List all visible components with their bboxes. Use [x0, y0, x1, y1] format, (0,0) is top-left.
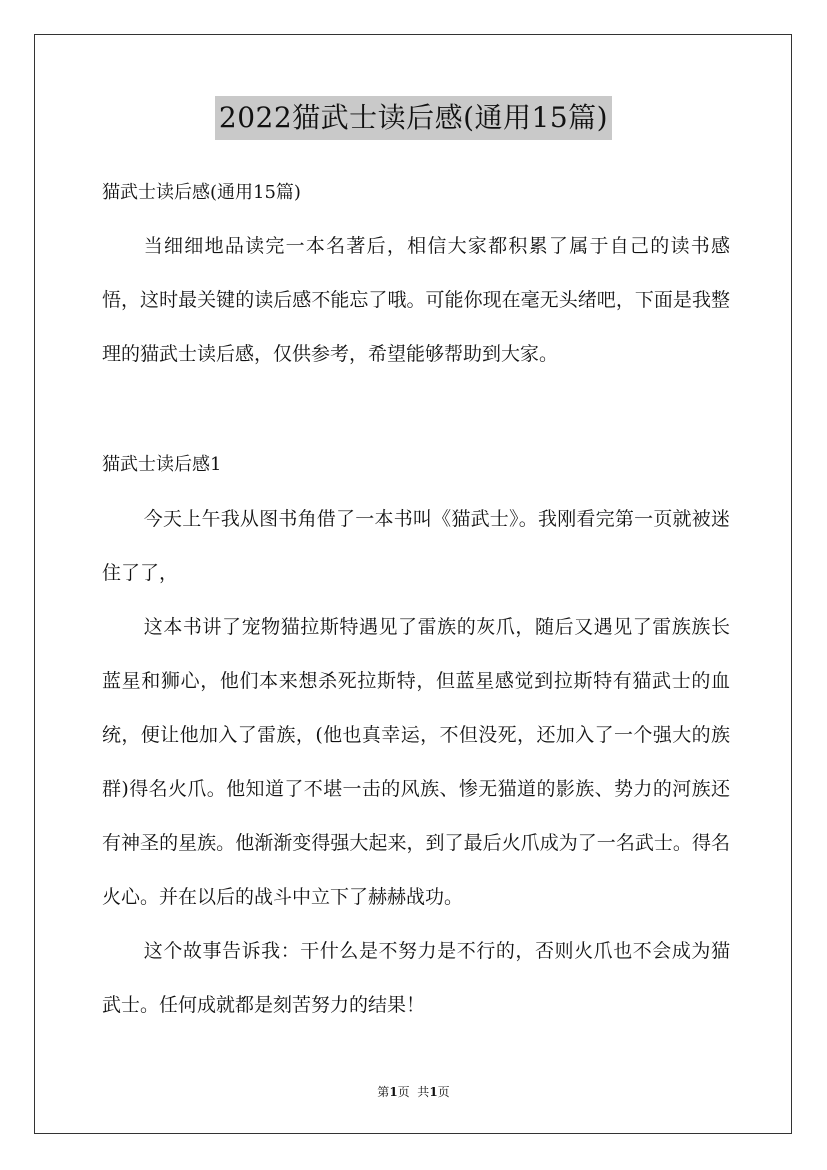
footer-prefix: 第 — [377, 1085, 390, 1099]
page-footer — [0, 1084, 827, 1100]
document-subtitle: 猫武士读后感(通用15篇) — [102, 182, 301, 203]
section-heading: 猫武士读后感1 — [102, 454, 222, 475]
footer-page-number: 1 — [389, 1085, 398, 1099]
footer-suffix: 页 — [437, 1085, 450, 1099]
body-paragraph-1: 今天上午我从图书角借了一本书叫《猫武士》。我刚看完第一页就被迷住了了， — [102, 508, 730, 584]
intro-paragraph: 当细细地品读完一本名著后，相信大家都积累了属于自己的读书感悟，这时最关键的读后感不能忘了哦。可能你现在毫无头绪吧，下面是我整理的猫武士读后感，仅供参考，希望能够帮助到大家。 — [102, 235, 730, 365]
body-paragraph-2: 这本书讲了宠物猫拉斯特遇见了雷族的灰爪，随后又遇见了雷族族长蓝星和狮心，他们本来想杀死拉斯特，但蓝星感觉到拉斯特有猫武士的血统，便让他加入了雷族，(他也真幸运，不但没死，还加入了一个强大的族群)得名火爪。他知道了不堪一击的风族、惨无猫道的影族、势力的河族还有神圣的星族。他渐渐变得强大起来，到了最后火爪成为了一名武士。得名火心。并在以后的战斗中立下了赫赫战功。 — [102, 616, 730, 908]
document-title: 2022猫武士读后感(通用15篇) — [215, 96, 612, 140]
footer-middle: 页 共 — [397, 1085, 430, 1099]
body-paragraph-3: 这个故事告诉我：干什么是不努力是不行的，否则火爪也不会成为猫武士。任何成就都是刻苦努力的结果！ — [102, 940, 730, 1016]
footer-total-pages: 1 — [429, 1085, 438, 1099]
title-container — [0, 96, 827, 140]
